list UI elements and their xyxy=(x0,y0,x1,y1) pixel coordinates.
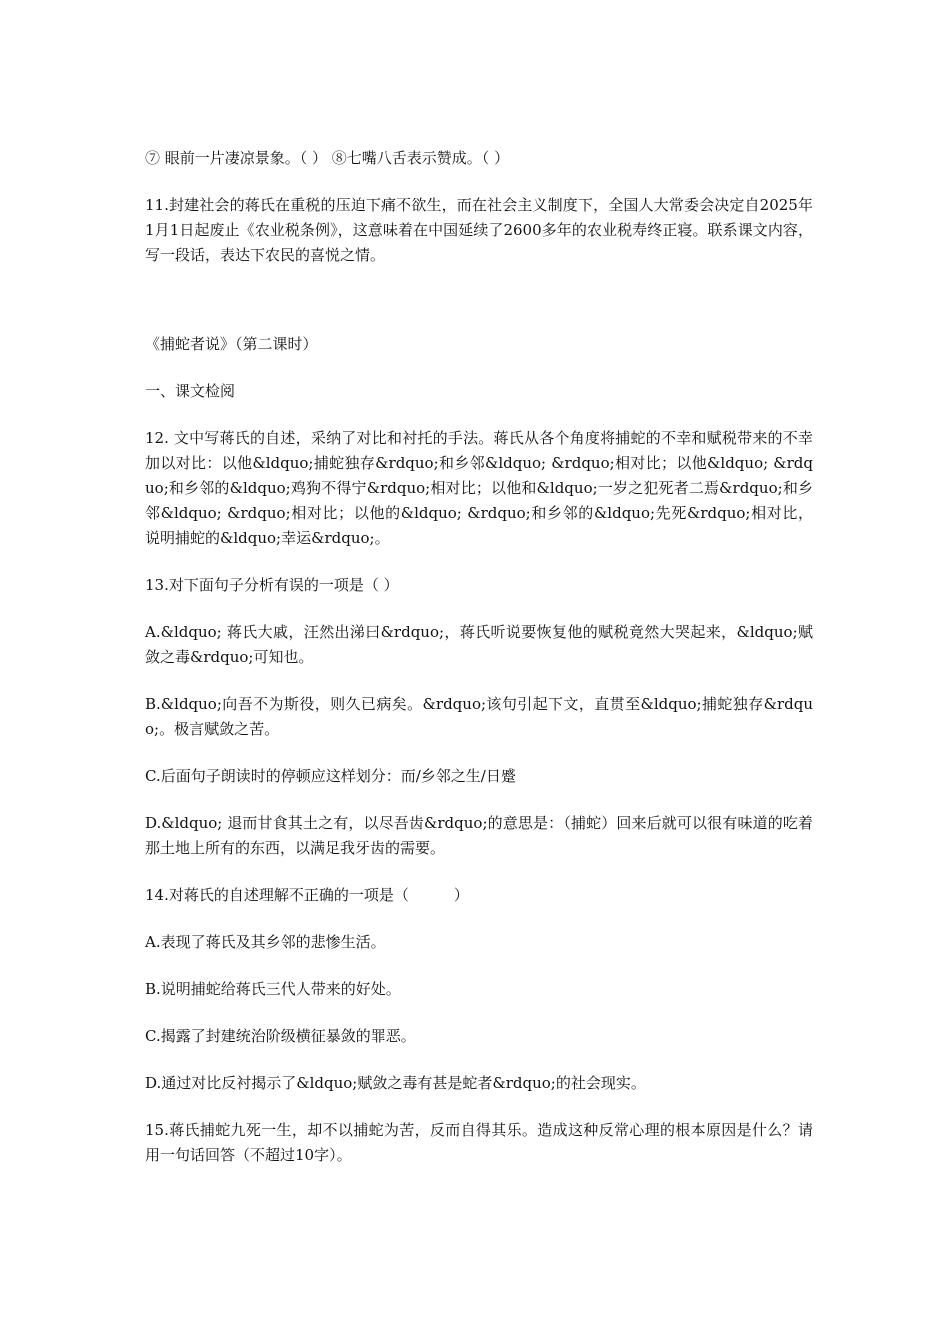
section-title: 《捕蛇者说》（第二课时） xyxy=(145,335,318,353)
question-13-option-c: C.后面句子朗读时的停顿应这样划分：而/乡邻之生/日蹙 xyxy=(145,767,516,785)
question-11: 11.封建社会的蒋氏在重税的压迫下痛不欲生，而在社会主义制度下，全国人大常委会决定自2025年1月1日起废止《农业税条例》，这意味着在中国延续了2600多年的农业税寿终正寝。联系课文内容，写一段话，表达下农民的喜悦之情。 xyxy=(145,196,813,264)
question-14-option-d: D.通过对比反衬揭示了&ldquo;赋敛之毒有甚是蛇者&rdquo;的社会现实。 xyxy=(145,1074,646,1092)
question-7-8-line: ⑦ 眼前一片凄凉景象。（ ） ⑧七嘴八舌表示赞成。（ ） xyxy=(145,149,510,167)
document-page xyxy=(145,146,813,1190)
question-13-option-d: D.&ldquo; 退而甘食其土之有，以尽吾齿&rdquo;的意思是：（捕蛇）回来后就可以很有味道的吃着那土地上所有的东西，以满足我牙齿的需要。 xyxy=(145,814,813,857)
question-14-option-b: B.说明捕蛇给蒋氏三代人带来的好处。 xyxy=(145,980,401,998)
question-14-option-c: C.揭露了封建统治阶级横征暴敛的罪恶。 xyxy=(145,1027,416,1045)
question-14-option-a: A.表现了蒋氏及其乡邻的悲惨生活。 xyxy=(145,933,386,951)
question-14: 14.对蒋氏的自述理解不正确的一项是（ ） xyxy=(145,886,469,904)
question-13-option-b: B.&ldquo;向吾不为斯役，则久已病矣。&rdquo;该句引起下文，直贯至&ldquo;捕蛇独存&rdquo;。极言赋敛之苦。 xyxy=(145,695,813,738)
question-13: 13.对下面句子分析有误的一项是（ ） xyxy=(145,576,399,594)
question-15: 15.蒋氏捕蛇九死一生，却不以捕蛇为苦，反而自得其乐。造成这种反常心理的根本原因是什么？请用一句话回答（不超过10字）。 xyxy=(145,1121,813,1164)
question-12: 12. 文中写蒋氏的自述，采纳了对比和衬托的手法。蒋氏从各个角度将捕蛇的不幸和赋税带来的不幸加以对比：以他&ldquo;捕蛇独存&rdquo;和乡邻&ldquo; &rdquo;相对比；以他&ldquo; &rdquo;和乡邻的&ldquo;鸡狗不得宁&rdquo;相对比；以他和&ldquo;一岁之犯死者二焉&rdquo;和乡邻&ldquo; &rdquo;相对比；以他的&ldquo; &rdquo;和乡邻的&ldquo;先死&rdquo;相对比，说明捕蛇的&ldquo;幸运&rdquo;。 xyxy=(145,429,813,547)
question-13-option-a: A.&ldquo; 蒋氏大戚，汪然出涕曰&rdquo;，蒋氏听说要恢复他的赋税竟然大哭起来，&ldquo;赋敛之毒&rdquo;可知也。 xyxy=(145,623,813,666)
section-heading: 一、课文检阅 xyxy=(145,382,236,400)
